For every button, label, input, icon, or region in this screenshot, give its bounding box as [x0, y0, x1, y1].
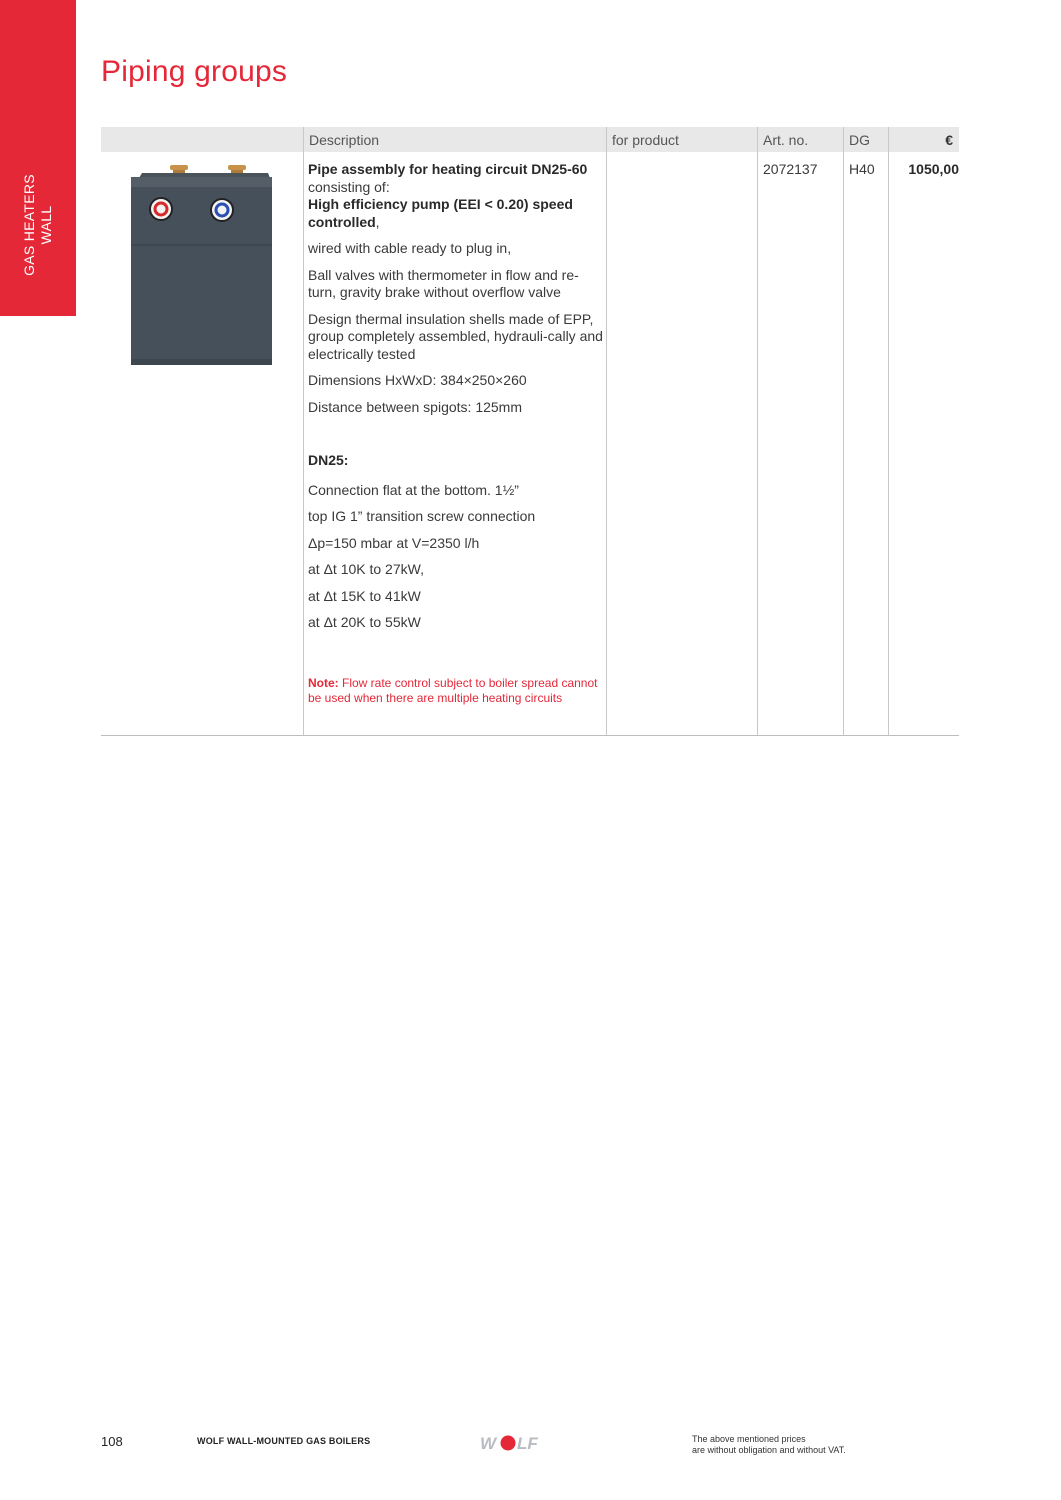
consisting-of: consisting of: [308, 178, 390, 195]
dt10-text: at Δt 10K to 27kW, [308, 561, 424, 577]
disclaimer-line2: are without obligation and without VAT. [692, 1445, 846, 1455]
note-text [308, 676, 604, 706]
product-title: Pipe assembly for heating circuit DN25-60 [308, 161, 588, 177]
note-label: Note: [308, 675, 339, 690]
header-dg: DG [843, 127, 888, 152]
wolf-logo [479, 1432, 543, 1454]
top-ig-text: top IG 1” transition screw connection [308, 508, 536, 524]
header-art-no: Art. no. [757, 127, 843, 152]
header-price: € [888, 127, 959, 152]
column-divider [606, 152, 607, 735]
side-tab-line1: GAS HEATERS [21, 174, 37, 276]
pump-suffix: , [375, 213, 380, 230]
piping-group-product-image [128, 163, 276, 368]
side-tab-label [21, 174, 55, 276]
svg-text:LF: LF [517, 1434, 538, 1453]
design-text: Design thermal insulation shells made of EPP, group completely assembled, hydrauli-cally and electrically tested [308, 310, 603, 362]
connection-text: Connection flat at the bottom. 1½” [308, 481, 519, 498]
dt20-text: at Δt 20K to 55kW [308, 614, 421, 630]
description-cell [308, 161, 604, 706]
table-header [101, 127, 959, 152]
disclaimer-line1: The above mentioned prices [692, 1434, 806, 1444]
page-title: Piping groups [101, 55, 288, 88]
pressure-text: Δp=150 mbar at V=2350 l/h [308, 534, 480, 551]
wired-text: wired with cable ready to plug in, [308, 240, 512, 256]
column-divider [303, 152, 304, 735]
column-divider [843, 152, 844, 735]
dt15-text: at Δt 15K to 41kW [308, 587, 421, 604]
footer-section-title: WOLF WALL-MOUNTED GAS BOILERS [197, 1436, 371, 1446]
dn25-heading: DN25: [308, 452, 349, 468]
dg-cell: H40 [849, 161, 875, 177]
art-no-cell: 2072137 [763, 161, 818, 177]
pump-feature: High efficiency pump (EEI < 0.20) speed controlled [308, 196, 573, 230]
price-disclaimer [692, 1434, 846, 1456]
note-body: Flow rate control subject to boiler spread cannot be used when there are multiple heating circuits [308, 675, 598, 705]
dimensions-text: Dimensions HxWxD: 384×250×260 [308, 372, 527, 388]
column-divider [888, 152, 889, 735]
table-bottom-rule [101, 735, 959, 736]
svg-text:W: W [480, 1434, 497, 1453]
distance-text: Distance between spigots: 125mm [308, 398, 522, 415]
column-divider [757, 152, 758, 735]
side-tab-line2: WALL [38, 205, 54, 245]
ball-valves-text: Ball valves with thermometer in flow and re-turn, gravity brake without overflow valve [308, 266, 579, 300]
header-for-product: for product [606, 127, 757, 152]
header-description: Description [303, 127, 606, 152]
price-cell: 1050,00 [908, 161, 959, 177]
page-number: 108 [101, 1434, 123, 1449]
